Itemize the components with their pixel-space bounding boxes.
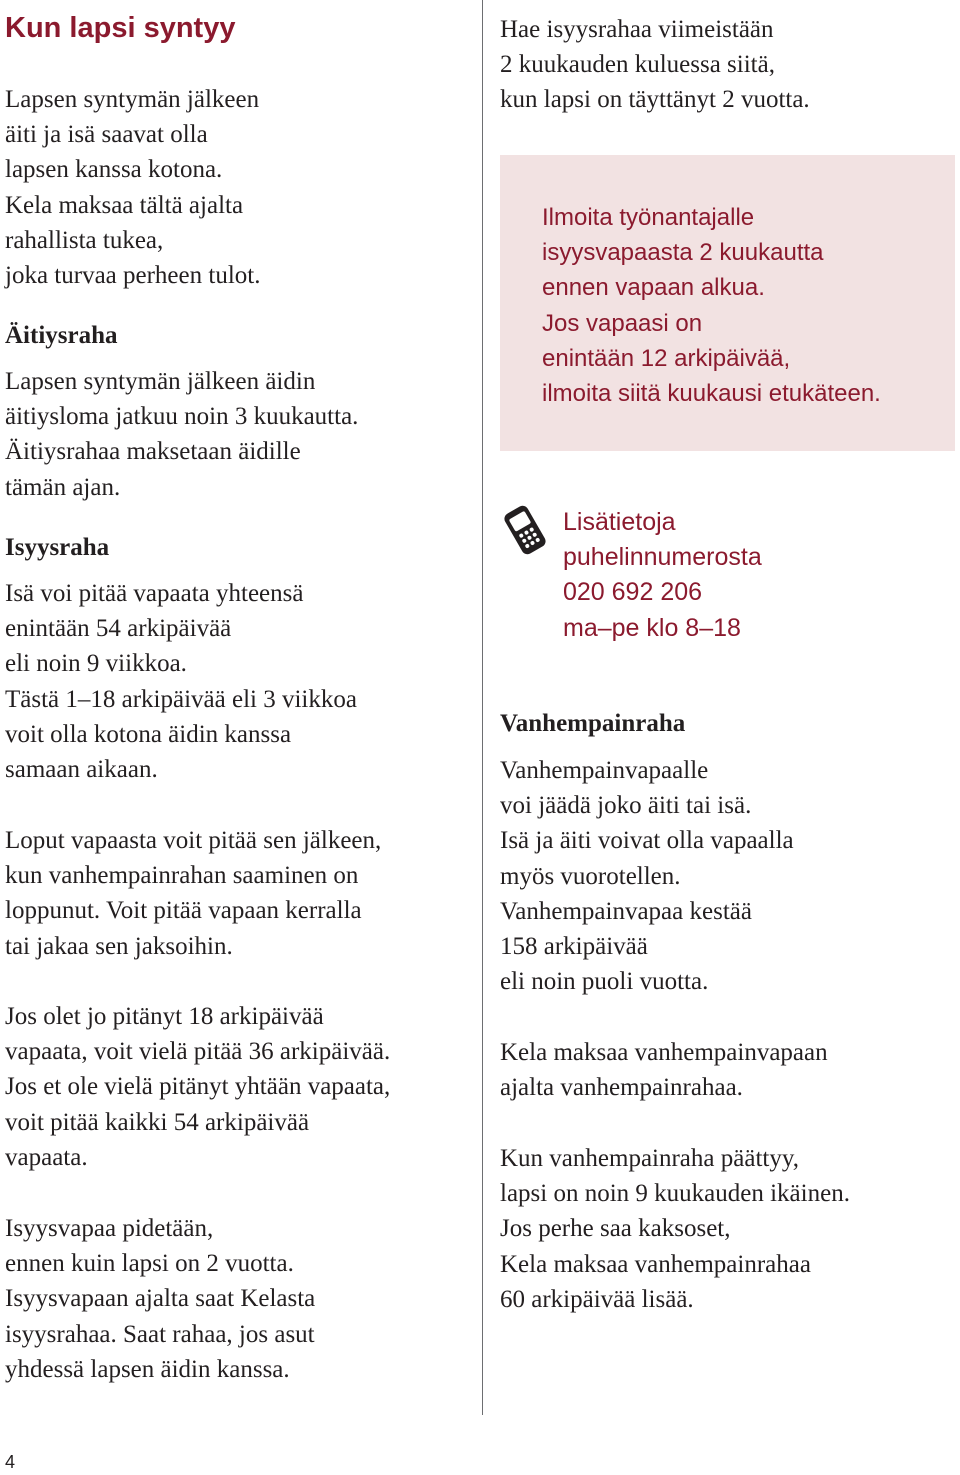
phone-info-text: Lisätietoja puhelinnumerosta 020 692 206 ma–pe klo 8–18 [563,508,762,642]
isyysraha-paragraph-4: Isyysvapaa pidetään, ennen kuin lapsi on 2 vuotta. Isyysvapaan ajalta saat Kelasta isyysrahaa. Saat rahaa, jos asut yhdessä lapsen äidin kanssa. [5,1215,316,1383]
isyysraha-paragraph-3: Jos olet jo pitänyt 18 arkipäivää vapaata, voit vielä pitää 36 arkipäivää. Jos et ole vielä pitänyt yhtään vapaata, voit pitää kaikki 54 arkipäivää vapaata. [5,1003,391,1171]
aitiysraha-heading: Äitiysraha [5,322,118,349]
vanhempainraha-paragraph-2: Kela maksaa vanhempainvapaan ajalta vanhempainrahaa. [500,1039,828,1102]
intro-paragraph: Lapsen syntymän jälkeen äiti ja isä saavat olla lapsen kanssa kotona. Kela maksaa tältä ajalta rahallista tukea, joka turvaa perheen tulot. [5,86,261,290]
isyysraha-heading: Isyysraha [5,534,110,561]
employer-notice-text: Ilmoita työnantajalle isyysvapaasta 2 kuukautta ennen vapaan alkua. Jos vapaasi on enintään 12 arkipäivää, ilmoita siitä kuukausi etukäteen. [542,204,881,408]
page-title: Kun lapsi syntyy [5,12,236,44]
phone-icon [500,505,550,555]
employer-notice-box [500,155,955,451]
isyysraha-paragraph-2: Loput vapaasta voit pitää sen jälkeen, kun vanhempainrahan saaminen on loppunut. Voit pitää vapaan kerralla tai jakaa sen jaksoihin. [5,827,382,960]
aitiysraha-paragraph: Lapsen syntymän jälkeen äidin äitiysloma jatkuu noin 3 kuukautta. Äitiysrahaa maksetaan äidille tämän ajan. [5,368,359,501]
column-divider [482,0,483,1415]
page-number: 4 [5,1452,16,1472]
apply-deadline-paragraph: Hae isyysrahaa viimeistään 2 kuukauden kuluessa siitä, kun lapsi on täyttänyt 2 vuotta. [500,16,810,114]
isyysraha-paragraph-1: Isä voi pitää vapaata yhteensä enintään 54 arkipäivää eli noin 9 viikkoa. Tästä 1–18 arkipäivää eli 3 viikkoa voit olla kotona äidin kanssa samaan aikaan. [5,580,357,784]
vanhempainraha-heading: Vanhempainraha [500,710,686,737]
vanhempainraha-paragraph-3: Kun vanhempainraha päättyy, lapsi on noin 9 kuukauden ikäinen. Jos perhe saa kaksoset, Kela maksaa vanhempainrahaa 60 arkipäivää lisää. [500,1145,850,1313]
vanhempainraha-paragraph-1: Vanhempainvapaalle voi jäädä joko äiti tai isä. Isä ja äiti voivat olla vapaalla myös vuorotellen. Vanhempainvapaa kestää 158 arkipäivää eli noin puoli vuotta. [500,757,794,996]
